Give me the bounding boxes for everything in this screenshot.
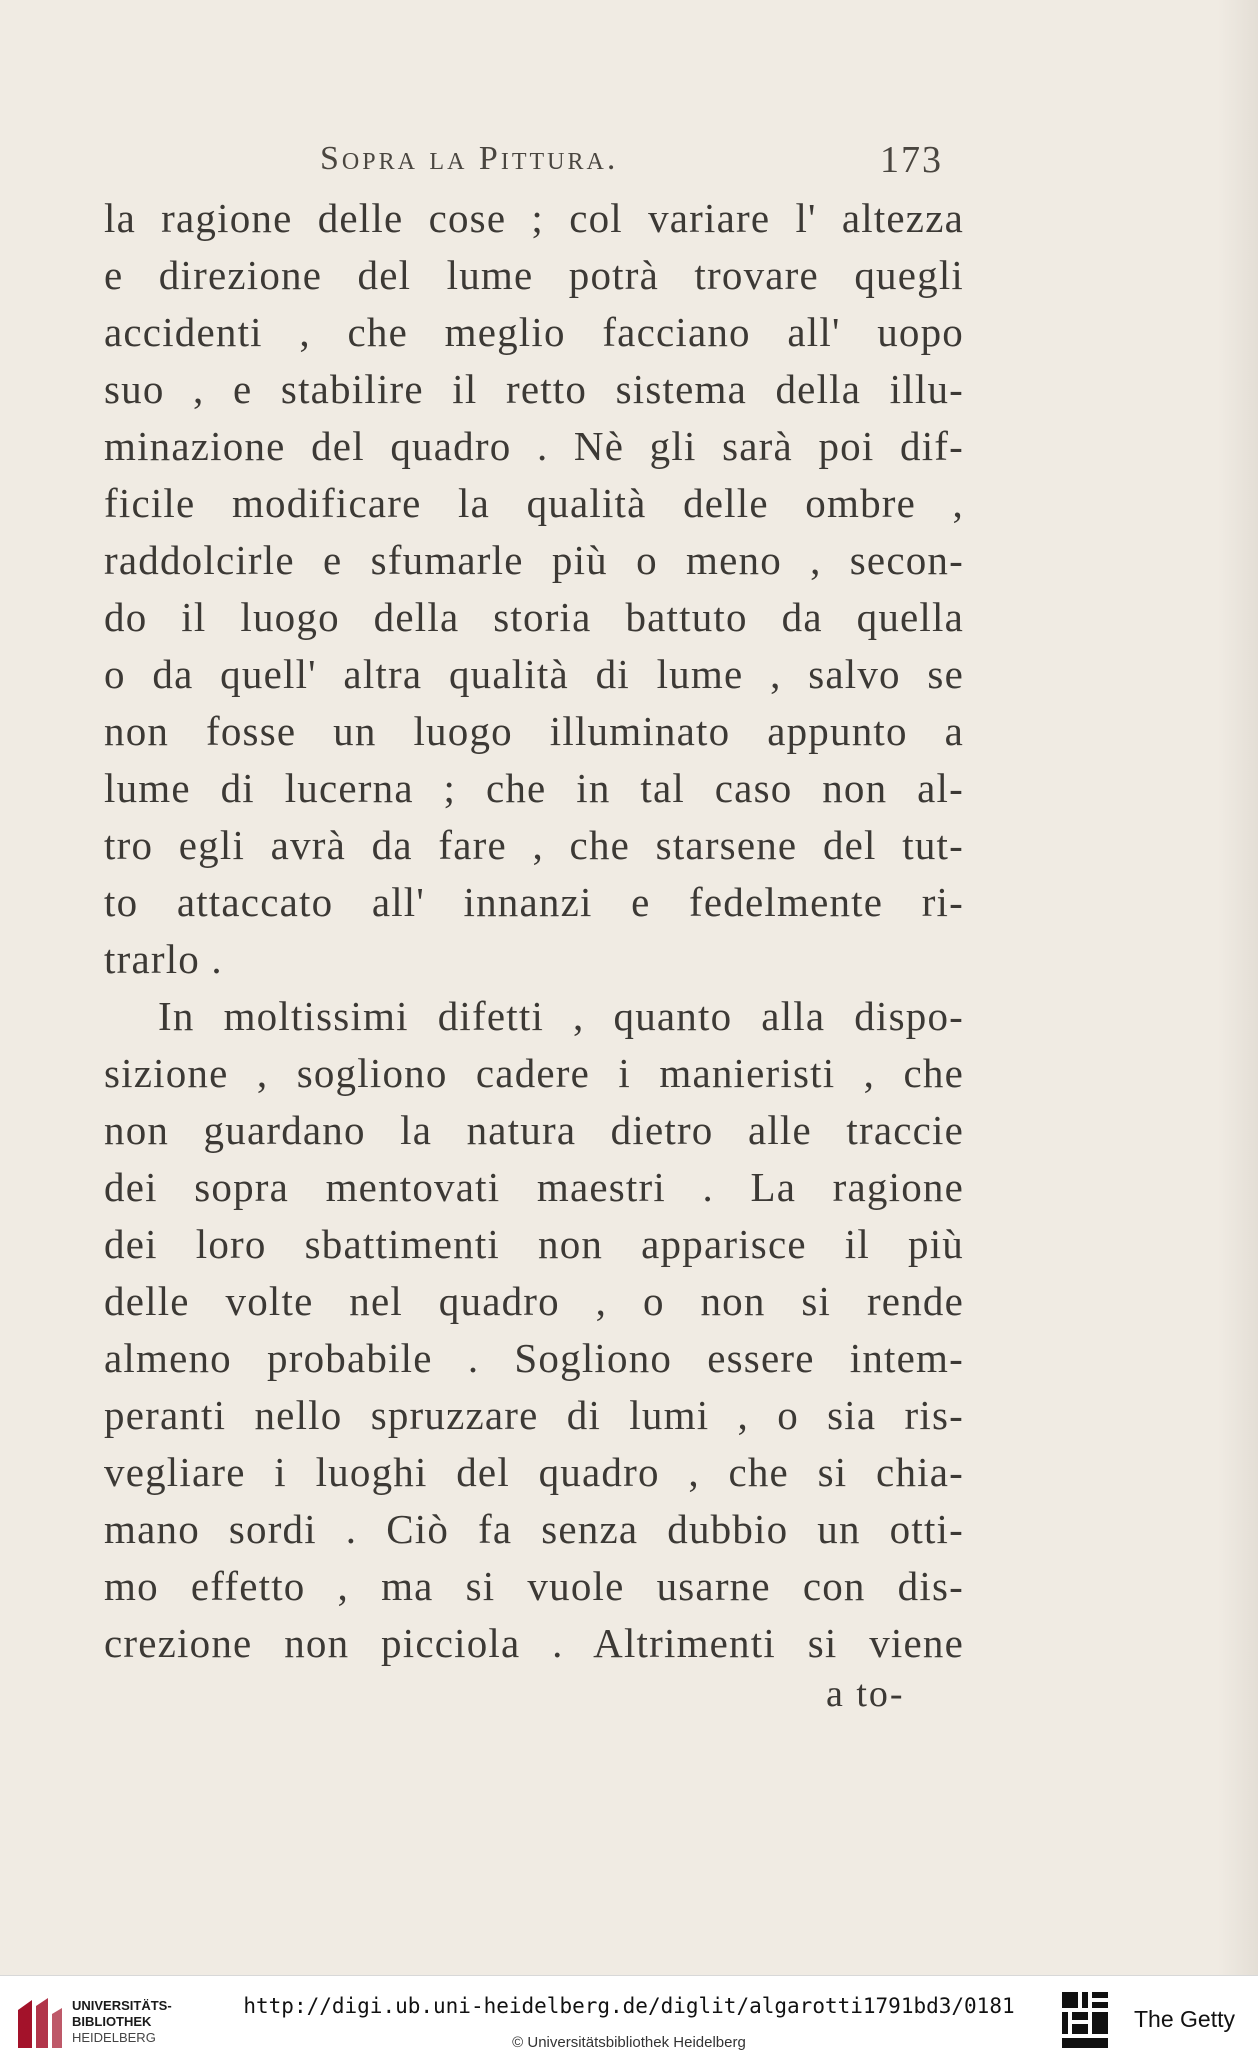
library-name-line: BIBLIOTHEK (72, 2014, 152, 2029)
text-line: non fosse un luogo illuminato appunto a (104, 708, 964, 754)
text-line: dei sopra mentovati maestri . La ragione (104, 1164, 964, 1210)
text-line: In moltissimi difetti , quanto alla dispo- (158, 993, 964, 1039)
footer-bar (0, 1975, 1258, 2069)
text-line: trarlo . (104, 936, 223, 982)
text-line: tro egli avrà da fare , che starsene del tut- (104, 822, 964, 868)
text-line: suo , e stabilire il retto sistema della illu- (104, 366, 964, 412)
text-line: mo effetto , ma si vuole usarne con dis- (104, 1563, 964, 1609)
copyright-notice: © Universitätsbibliothek Heidelberg (512, 2034, 746, 2051)
text-line: dei loro sbattimenti non apparisce il più (104, 1221, 964, 1267)
text-line: accidenti , che meglio facciano all' uopo (104, 309, 964, 355)
library-name-line: HEIDELBERG (72, 2030, 156, 2045)
text-line: crezione non picciola . Altrimenti si viene (104, 1620, 964, 1666)
text-line: raddolcirle e sfumarle più o meno , secon- (104, 537, 964, 583)
catchword: a to- (826, 1673, 905, 1715)
running-head: Sopra la Pittura. (320, 140, 619, 177)
library-name-line: UNIVERSITÄTS- (72, 1998, 172, 2013)
text-line: o da quell' altra qualità di lume , salvo se (104, 651, 964, 697)
text-line: e direzione del lume potrà trovare quegli (104, 252, 964, 298)
body-text (104, 190, 964, 1672)
text-line: to attaccato all' innanzi e fedelmente ri- (104, 879, 964, 925)
getty-label: The Getty (1134, 2006, 1235, 2032)
text-line: delle volte nel quadro , o non si rende (104, 1278, 964, 1324)
text-line: do il luogo della storia battuto da quella (104, 594, 964, 640)
text-line: peranti nello spruzzare di lumi , o sia ris- (104, 1392, 964, 1438)
text-line: la ragione delle cose ; col variare l' altezza (104, 195, 964, 241)
text-line: minazione del quadro . Nè gli sarà poi dif- (104, 423, 964, 469)
text-line: ficile modificare la qualità delle ombre , (104, 480, 964, 526)
text-line: lume di lucerna ; che in tal caso non al- (104, 765, 964, 811)
text-line: sizione , sogliono cadere i manieristi , che (104, 1050, 964, 1096)
getty-logo-icon (1060, 1990, 1110, 2052)
page-number: 173 (880, 139, 943, 181)
text-line: vegliare i luoghi del quadro , che si chia- (104, 1449, 964, 1495)
text-line: non guardano la natura dietro alle traccie (104, 1107, 964, 1153)
permalink-url[interactable]: http://digi.ub.uni-heidelberg.de/diglit/algarotti1791bd3/0181 (243, 1994, 1015, 2018)
text-line: almeno probabile . Sogliono essere intem- (104, 1335, 964, 1381)
text-line: mano sordi . Ciò fa senza dubbio un otti- (104, 1506, 964, 1552)
